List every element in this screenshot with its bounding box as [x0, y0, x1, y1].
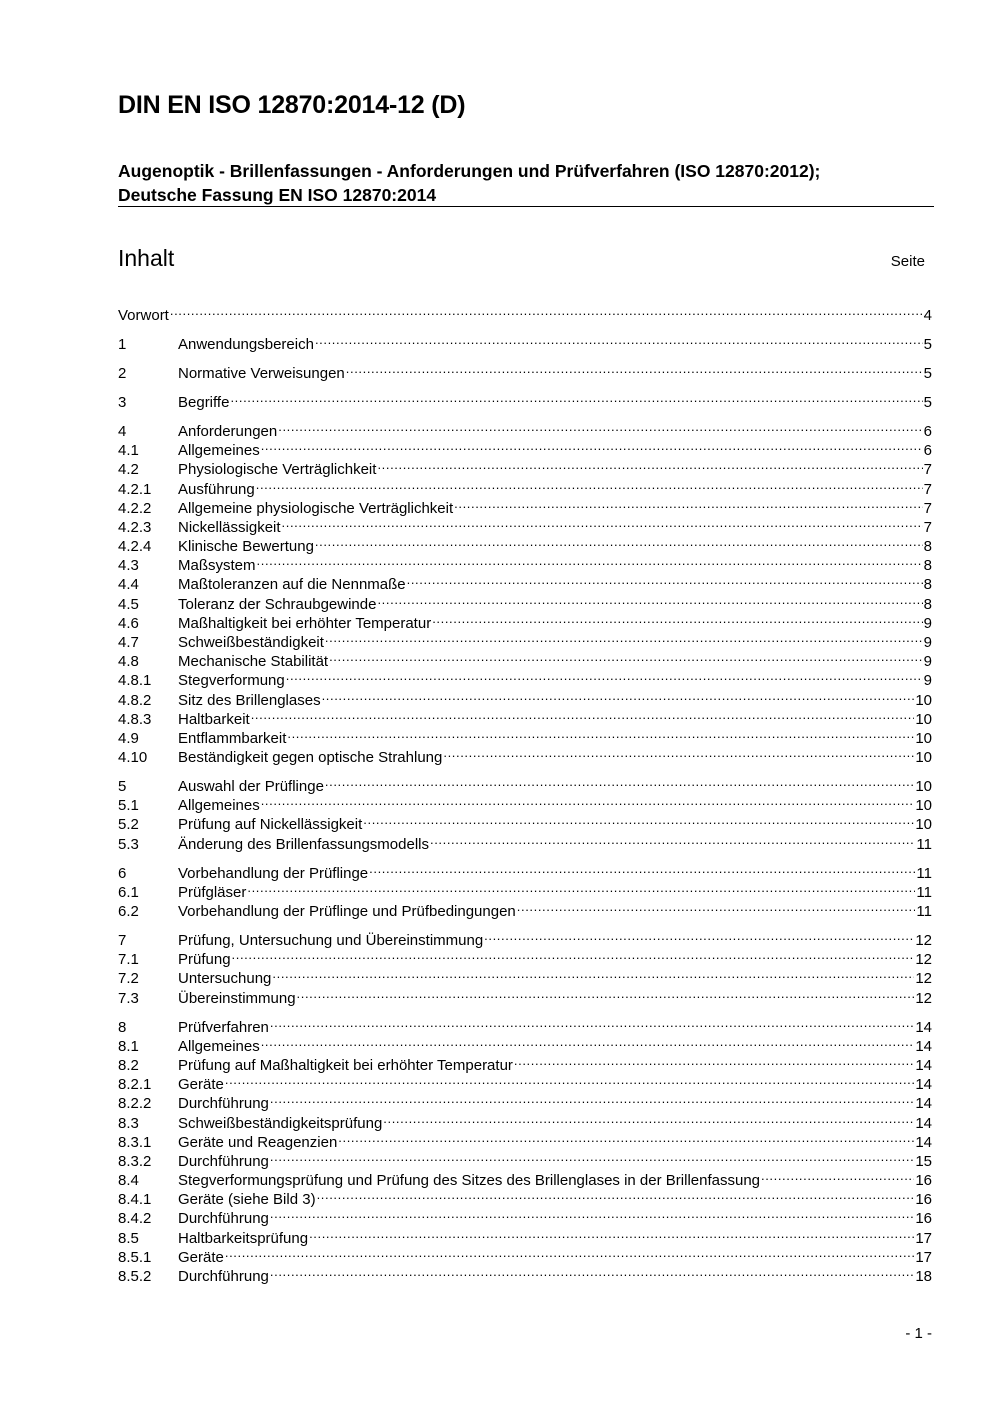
toc-entry-page: 5	[923, 335, 932, 353]
toc-entry-number: 6.2	[118, 903, 139, 921]
toc-entry-title: Maßsystem	[178, 557, 256, 575]
toc-entry-number: 4.4	[118, 576, 139, 594]
toc-entry[interactable]	[118, 724, 932, 747]
toc-entry[interactable]	[118, 1070, 932, 1094]
toc-entry-page: 12	[915, 932, 932, 950]
toc-entry-page: 7	[923, 518, 932, 536]
toc-dot-leader	[230, 388, 922, 407]
toc-entry[interactable]	[118, 551, 932, 575]
toc-entry-number: 4.8	[118, 653, 139, 671]
toc-entry-title: Vorbehandlung der Prüflinge und Prüfbedingungen	[178, 903, 516, 921]
toc-dot-leader	[309, 1224, 914, 1243]
toc-dot-leader	[286, 666, 923, 685]
toc-entry-title: Vorbehandlung der Prüflinge	[178, 864, 369, 882]
title-divider	[118, 206, 934, 207]
toc-dot-leader	[329, 647, 923, 666]
toc-dot-leader	[407, 570, 923, 589]
toc-entry-title: Begriffe	[178, 393, 230, 411]
toc-entry-number: 5.2	[118, 816, 139, 834]
toc-entry-title: Allgemeines	[178, 797, 260, 815]
toc-dot-leader	[282, 513, 923, 532]
toc-entry-title: Allgemeines	[178, 442, 260, 460]
toc-entry-title: Mechanische Stabilität	[178, 653, 329, 671]
toc-entry-number: 4.8.3	[118, 710, 152, 728]
toc-entry-number: 8.2	[118, 1056, 139, 1074]
toc-entry[interactable]	[118, 926, 932, 950]
toc-entry-page: 10	[915, 710, 932, 728]
toc-entry-title: Beständigkeit gegen optische Strahlung	[178, 749, 443, 767]
toc-entry[interactable]	[118, 1185, 932, 1209]
toc-entry[interactable]	[118, 1032, 932, 1055]
toc-entry-page: 16	[915, 1210, 932, 1228]
toc-entry-number: 3	[118, 393, 127, 411]
toc-page-column-label: Seite	[890, 253, 925, 270]
toc-entry-title: Haltbarkeitsprüfung	[178, 1229, 309, 1247]
toc-dot-leader	[272, 964, 914, 983]
toc-entry[interactable]	[118, 301, 932, 324]
toc-entry-number: 8.5.2	[118, 1268, 152, 1285]
toc-entry-title: Maßtoleranzen auf die Nennmaße	[178, 576, 406, 594]
toc-entry-number: 4.8.1	[118, 672, 152, 690]
toc-entry-page: 10	[915, 778, 932, 796]
toc-entry-number: 8	[118, 1018, 127, 1036]
toc-entry-number: 8.2.1	[118, 1076, 152, 1094]
toc-entry[interactable]	[118, 1128, 932, 1151]
toc-entry[interactable]	[118, 330, 932, 353]
toc-entry[interactable]	[118, 1262, 932, 1285]
toc-entry[interactable]	[118, 772, 932, 796]
toc-dot-leader	[225, 1243, 914, 1262]
toc-entry[interactable]	[118, 686, 932, 709]
toc-entry-number: 4.2.1	[118, 480, 152, 498]
toc-entry[interactable]	[118, 1204, 932, 1228]
toc-heading: Inhalt	[118, 245, 175, 271]
toc-entry-number: 4.2	[118, 461, 139, 479]
toc-entry-title: Nickellässigkeit	[178, 518, 281, 536]
toc-entry[interactable]	[118, 628, 932, 651]
toc-entry-number: 8.4.2	[118, 1210, 152, 1228]
toc-entry-number: 4.2.3	[118, 518, 152, 536]
toc-dot-leader	[514, 1051, 914, 1070]
toc-entry[interactable]	[118, 1224, 932, 1247]
subtitle-line-2: Deutsche Fassung EN ISO 12870:2014	[118, 185, 437, 205]
toc-entry-page: 9	[923, 634, 932, 651]
toc-entry-title: Toleranz der Schraubgewinde	[178, 595, 377, 613]
toc-entry-title: Haltbarkeit	[178, 710, 250, 728]
toc-entry-title: Stegverformung	[178, 672, 285, 690]
toc-entry[interactable]	[118, 1051, 932, 1074]
toc-entry-title: Prüfung	[178, 951, 231, 969]
toc-entry-number: 4.5	[118, 595, 139, 613]
toc-entry-title: Untersuchung	[178, 970, 272, 988]
toc-entry[interactable]	[118, 609, 932, 632]
toc-entry[interactable]	[118, 830, 932, 853]
toc-entry-page: 14	[915, 1018, 932, 1036]
toc-entry-page: 4	[923, 307, 932, 324]
toc-entry-page: 12	[915, 951, 932, 969]
toc-dot-leader	[383, 1109, 914, 1128]
toc-entry-title: Schweißbeständigkeit	[178, 634, 324, 651]
toc-dot-leader	[338, 1128, 914, 1147]
toc-entry-number: 4.7	[118, 634, 139, 651]
toc-entry-number: 7	[118, 932, 127, 950]
toc-entry-title: Durchführung	[178, 1210, 269, 1228]
toc-entry-title: Vorwort	[118, 307, 169, 324]
page-number: - 1 -	[905, 1325, 932, 1342]
toc-entry[interactable]	[118, 1089, 932, 1113]
toc-entry-page: 8	[923, 576, 932, 594]
toc-entry[interactable]	[118, 810, 932, 834]
toc-entry-number: 4.6	[118, 614, 139, 632]
toc-entry[interactable]	[118, 1166, 932, 1190]
toc-dot-leader	[315, 330, 923, 349]
toc-entry[interactable]	[118, 417, 932, 440]
toc-entry-title: Auswahl der Prüflinge	[178, 778, 324, 796]
toc-entry[interactable]	[118, 1109, 932, 1132]
toc-entry-number: 8.3	[118, 1114, 139, 1132]
toc-entry[interactable]	[118, 532, 932, 556]
toc-entry-title: Klinische Bewertung	[178, 538, 314, 556]
toc-entry[interactable]	[118, 436, 932, 460]
toc-dot-leader	[297, 984, 915, 1003]
toc-dot-leader	[225, 1070, 914, 1089]
toc-entry[interactable]	[118, 647, 932, 671]
toc-dot-leader	[363, 810, 914, 829]
toc-entry-page: 7	[923, 499, 932, 517]
toc-entry-page: 16	[915, 1172, 932, 1190]
toc-entry-page: 10	[915, 797, 932, 815]
toc-dot-leader	[251, 705, 915, 724]
toc-entry-number: 6.1	[118, 883, 139, 901]
toc-dot-leader	[761, 1166, 914, 1185]
toc-entry-title: Geräte	[178, 1076, 224, 1094]
toc-entry-page: 11	[916, 835, 932, 853]
toc-entry-number: 2	[118, 364, 127, 382]
toc-entry-page: 12	[915, 970, 932, 988]
toc-entry-number: 4.2.4	[118, 538, 152, 556]
toc-entry-page: 8	[923, 595, 932, 613]
toc-dot-leader	[432, 609, 922, 628]
toc-entry-number: 7.1	[118, 951, 139, 969]
toc-entry-title: Änderung des Brillenfassungsmodells	[178, 835, 429, 853]
toc-entry[interactable]	[118, 1243, 932, 1266]
toc-entry[interactable]	[118, 1147, 932, 1170]
toc-entry-title: Allgemeine physiologische Verträglichkeit	[178, 499, 454, 517]
toc-entry-page: 14	[915, 1076, 932, 1094]
toc-entry-page: 8	[923, 538, 932, 556]
toc-dot-leader	[232, 945, 915, 964]
toc-entry-number: 7.3	[118, 989, 139, 1007]
toc-dot-leader	[287, 724, 914, 743]
toc-dot-leader	[270, 1147, 914, 1166]
toc-entry-number: 7.2	[118, 970, 139, 988]
toc-entry-number: 8.4.1	[118, 1191, 152, 1209]
toc-dot-leader	[454, 494, 923, 513]
toc-entry-page: 16	[915, 1191, 932, 1209]
toc-entry-page: 11	[916, 883, 932, 901]
toc-entry-number: 8.5.1	[118, 1248, 152, 1266]
toc-dot-leader	[325, 628, 923, 647]
toc-entry-title: Ausführung	[178, 480, 255, 498]
toc-entry[interactable]	[118, 964, 932, 988]
toc-entry-title: Durchführung	[178, 1095, 269, 1113]
table-of-contents	[118, 301, 932, 1285]
toc-entry-title: Geräte (siehe Bild 3)	[178, 1191, 316, 1209]
toc-entry-title: Durchführung	[178, 1152, 269, 1170]
toc-entry[interactable]	[118, 897, 932, 921]
toc-entry-title: Prüfung, Untersuchung und Übereinstimmung	[178, 932, 484, 950]
toc-entry-title: Prüfgläser	[178, 883, 247, 901]
toc-entry-number: 5	[118, 778, 127, 796]
toc-entry-page: 9	[923, 653, 932, 671]
toc-dot-leader	[322, 686, 915, 705]
toc-entry-page: 7	[923, 461, 932, 479]
toc-entry-page: 7	[923, 480, 932, 498]
toc-entry-number: 4.1	[118, 442, 139, 460]
toc-entry-title: Normative Verweisungen	[178, 364, 345, 382]
toc-entry[interactable]	[118, 743, 932, 767]
toc-dot-leader	[317, 1185, 915, 1204]
toc-entry-page: 11	[916, 903, 932, 921]
toc-dot-leader	[247, 878, 915, 897]
toc-entry[interactable]	[118, 1013, 932, 1036]
toc-dot-leader	[270, 1262, 914, 1281]
toc-dot-leader	[270, 1013, 914, 1032]
toc-entry-page: 14	[915, 1114, 932, 1132]
toc-entry[interactable]	[118, 513, 932, 536]
toc-entry-number: 8.5	[118, 1229, 139, 1247]
toc-entry-page: 5	[923, 393, 932, 411]
toc-entry[interactable]	[118, 984, 932, 1007]
toc-entry-page: 9	[923, 672, 932, 690]
toc-dot-leader	[377, 590, 922, 609]
toc-entry[interactable]	[118, 455, 932, 479]
toc-entry[interactable]	[118, 878, 932, 901]
toc-entry[interactable]	[118, 494, 932, 517]
toc-entry-title: Prüfung auf Nickellässigkeit	[178, 816, 363, 834]
toc-entry-title: Allgemeines	[178, 1037, 260, 1055]
toc-entry-page: 6	[923, 442, 932, 460]
toc-entry[interactable]	[118, 388, 932, 411]
document-subtitle	[118, 159, 934, 207]
toc-entry-title: Geräte und Reagenzien	[178, 1133, 338, 1151]
toc-entry-page: 9	[923, 614, 932, 632]
toc-entry-number: 4.10	[118, 749, 148, 767]
toc-entry[interactable]	[118, 791, 932, 815]
toc-dot-leader	[270, 1089, 914, 1108]
subtitle-line-1: Augenoptik - Brillenfassungen - Anforderungen und Prüfverfahren (ISO 12870:2012);	[118, 161, 821, 181]
toc-entry[interactable]	[118, 945, 932, 969]
toc-entry[interactable]	[118, 475, 932, 498]
toc-entry-title: Prüfung auf Maßhaltigkeit bei erhöhter Temperatur	[178, 1056, 513, 1074]
toc-entry-title: Prüfverfahren	[178, 1018, 269, 1036]
toc-dot-leader	[346, 359, 923, 378]
toc-entry[interactable]	[118, 666, 932, 690]
toc-entry-number: 8.4	[118, 1172, 139, 1190]
toc-entry-title: Anforderungen	[178, 422, 278, 440]
toc-entry-number: 8.1	[118, 1037, 139, 1055]
toc-entry-number: 4.8.2	[118, 691, 152, 709]
toc-dot-leader	[261, 1032, 915, 1051]
toc-entry-number: 8.2.2	[118, 1095, 152, 1113]
toc-dot-leader	[270, 1204, 914, 1223]
toc-entry-page: 14	[915, 1056, 932, 1074]
toc-entry-number: 1	[118, 335, 127, 353]
toc-entry-page: 17	[915, 1229, 932, 1247]
toc-dot-leader	[278, 417, 922, 436]
toc-dot-leader	[315, 532, 923, 551]
toc-entry-number: 4.9	[118, 729, 139, 747]
toc-entry[interactable]	[118, 359, 932, 382]
toc-dot-leader	[484, 926, 914, 945]
toc-entry-page: 10	[915, 749, 932, 767]
toc-entry-page: 10	[915, 729, 932, 747]
toc-entry-number: 4.3	[118, 557, 139, 575]
toc-dot-leader	[170, 301, 923, 320]
toc-entry-number: 6	[118, 864, 127, 882]
toc-entry-title: Anwendungsbereich	[178, 335, 314, 353]
toc-entry[interactable]	[118, 859, 932, 882]
toc-entry-page: 10	[915, 816, 932, 834]
toc-dot-leader	[443, 743, 914, 762]
toc-dot-leader	[256, 475, 923, 494]
toc-entry-title: Stegverformungsprüfung und Prüfung des Sitzes des Brillenglases in der Brillenfassung	[178, 1172, 760, 1190]
document-title: DIN EN ISO 12870:2014-12 (D)	[118, 91, 466, 119]
toc-entry-number: 5.3	[118, 835, 139, 853]
toc-entry-title: Durchführung	[178, 1268, 269, 1285]
toc-entry-title: Geräte	[178, 1248, 224, 1266]
toc-entry-page: 5	[923, 364, 932, 382]
toc-dot-leader	[377, 455, 922, 474]
toc-dot-leader	[257, 551, 923, 570]
toc-entry-page: 17	[915, 1248, 932, 1266]
toc-entry-page: 14	[915, 1095, 932, 1113]
toc-entry[interactable]	[118, 570, 932, 594]
toc-entry-page: 10	[915, 691, 932, 709]
toc-entry-title: Übereinstimmung	[178, 989, 296, 1007]
toc-entry-title: Maßhaltigkeit bei erhöhter Temperatur	[178, 614, 432, 632]
toc-dot-leader	[369, 859, 915, 878]
toc-entry-number: 5.1	[118, 797, 139, 815]
toc-entry-page: 8	[923, 557, 932, 575]
toc-dot-leader	[261, 436, 923, 455]
toc-entry-number: 4.2.2	[118, 499, 152, 517]
toc-entry[interactable]	[118, 705, 932, 728]
toc-entry-title: Sitz des Brillenglases	[178, 691, 321, 709]
toc-entry[interactable]	[118, 590, 932, 613]
toc-entry-number: 8.3.1	[118, 1133, 152, 1151]
toc-dot-leader	[517, 897, 916, 916]
toc-entry-page: 15	[915, 1152, 932, 1170]
toc-entry-title: Physiologische Verträglichkeit	[178, 461, 377, 479]
toc-dot-leader	[261, 791, 915, 810]
toc-entry-page: 18	[915, 1268, 932, 1285]
toc-dot-leader	[430, 830, 915, 849]
toc-entry-page: 11	[916, 864, 932, 882]
toc-dot-leader	[325, 772, 914, 791]
toc-entry-title: Entflammbarkeit	[178, 729, 287, 747]
toc-entry-title: Schweißbeständigkeitsprüfung	[178, 1114, 383, 1132]
toc-entry-page: 14	[915, 1133, 932, 1151]
toc-entry-page: 6	[923, 422, 932, 440]
toc-entry-page: 14	[915, 1037, 932, 1055]
toc-entry-page: 12	[915, 989, 932, 1007]
toc-entry-number: 4	[118, 422, 127, 440]
toc-entry-number: 8.3.2	[118, 1152, 152, 1170]
